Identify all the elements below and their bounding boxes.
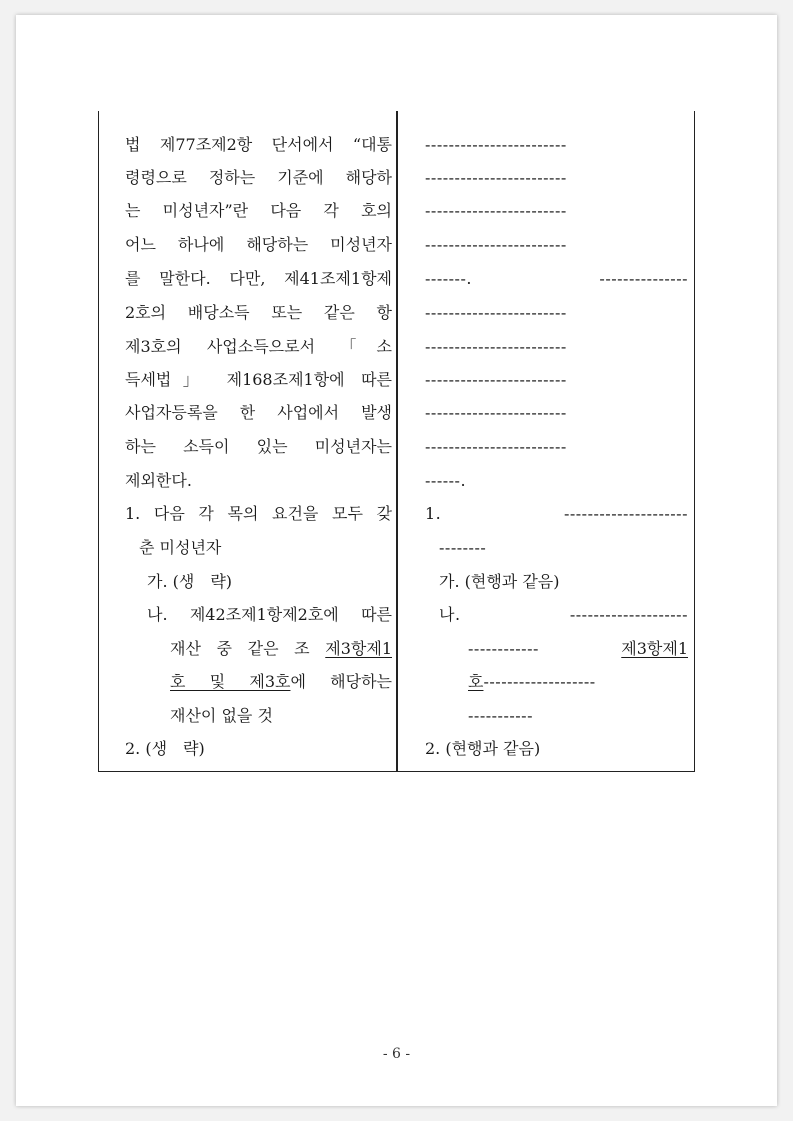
left-na-line2-text: 재산 중 같은 조 (170, 639, 326, 658)
right-na-line3-dashes: ------------------- (483, 672, 596, 691)
left-item1-line1: 1. 다음 각 목의 요건을 모두 갖 (125, 504, 392, 523)
left-item1-ga: 가. (생 략) (147, 572, 233, 591)
left-line-1: 법 제77조제2항 단서에서 “대통 (125, 135, 392, 154)
left-line-5: 를 말한다. 다만, 제41조제1항제 (125, 269, 392, 288)
right-item1-na-line3 (468, 672, 688, 692)
right-item1-na-line4: ----------- (468, 706, 533, 725)
right-na-line3-amended: 호 (468, 672, 484, 691)
document-page (16, 15, 777, 1106)
right-item1-na-line1: 나. -------------------- (439, 605, 688, 624)
right-line-5: -------. --------------- (425, 269, 688, 288)
left-item1-na-line4: 재산이 없을 것 (170, 706, 273, 725)
left-line-11: 제외한다. (125, 471, 192, 490)
right-line-3: ------------------------ (425, 201, 567, 220)
left-na-line2-amended: 제3항제1 (325, 639, 392, 658)
left-line-4: 어느 하나에 해당하는 미성년자 (125, 235, 392, 254)
right-line-1: ------------------------ (425, 135, 567, 154)
right-line-7: ------------------------ (425, 337, 567, 356)
right-line-11: ------. (425, 471, 467, 490)
right-item2: 2. (현행과 같음) (425, 739, 541, 758)
left-line-2: 령령으로 정하는 기준에 해당하 (125, 168, 392, 187)
right-item1-line1: 1. --------------------- (425, 504, 688, 523)
right-na-line2-amended: 제3항제1 (621, 639, 688, 658)
right-item1-na-line2 (468, 639, 688, 659)
left-line-7: 제3호의 사업소득으로서 「소 (125, 337, 392, 356)
right-line-9: ------------------------ (425, 403, 567, 422)
left-line-6: 2호의 배당소득 또는 같은 항 (125, 303, 392, 322)
comparison-table (98, 111, 695, 772)
left-na-line3-text: 에 해당하는 (290, 672, 392, 691)
right-item1-ga: 가. (현행과 같음) (439, 572, 560, 591)
left-item1-na-line2 (170, 639, 392, 659)
left-line-3: 는 미성년자”란 다음 각 호의 (125, 201, 392, 220)
page-number: - 6 - (382, 1046, 411, 1062)
left-line-8: 득세법」 제168조제1항에 따른 (125, 370, 392, 389)
right-na-line2-dashes: ------------ (468, 639, 539, 658)
left-item2: 2. (생 략) (125, 739, 205, 758)
left-line-10: 하는 소득이 있는 미성년자는 (125, 437, 392, 456)
left-item1-na-line3 (170, 672, 392, 692)
right-line-2: ------------------------ (425, 168, 567, 187)
right-line-10: ------------------------ (425, 437, 567, 456)
left-item1-na-line1: 나. 제42조제1항제2호에 따른 (147, 605, 392, 624)
right-line-6: ------------------------ (425, 303, 567, 322)
right-line-4: ------------------------ (425, 235, 567, 254)
left-na-line3-amended: 호 및 제3호 (170, 672, 291, 691)
right-line-8: ------------------------ (425, 370, 567, 389)
column-divider (396, 111, 398, 771)
left-item1-line2: 춘 미성년자 (139, 538, 222, 557)
left-line-9: 사업자등록을 한 사업에서 발생 (125, 403, 392, 422)
right-item1-line2: -------- (439, 538, 487, 557)
